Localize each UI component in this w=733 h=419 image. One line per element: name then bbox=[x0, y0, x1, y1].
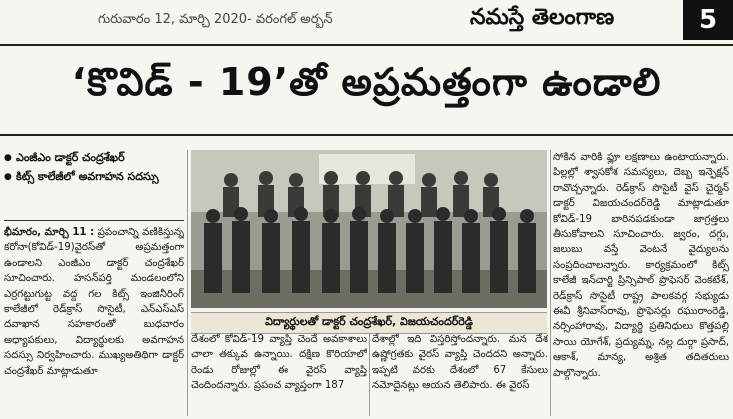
highlight-item: ● ఎంజీఎం డాక్టర్ చంద్రశేఖర్ bbox=[4, 150, 184, 166]
article-column-4 bbox=[553, 150, 729, 418]
article-text: సోకిన వారికి ఫ్లూ లక్షణాలు ఉంటాయన్నారు. పిల్లల్లో శ్వాసకోశ సమస్యలు, దెబ్బ ఇన్ఫెక్షన్ రావొచ్చన్నారు. రెడ్‌క్రాస్ సొసైటీ వైస్ చైర్మన్ డాక్టర్ విజయచందర్‌రెడ్డి మాట్లాడుతూ కోవిడ్-19 బారినపడకుండా జాగ్రత్తలు తీసుకోవాలని సూచించారు. జ్వరం, దగ్గు, జలుబు వస్తే వెంటనే వైద్యులను సంప్రదించాలన్నారు. కార్యక్రమంలో కిట్స్ కాలేజీ ఇన్‌చార్జి ప్రిన్సిపాల్ ప్రొఫెసర్ వెంకటేశ్, రెడ్‌క్రాస్ సొసైటీ రాష్ట్ర పాలకవర్గ సభ్యుడు ఈవీ శ్రీనివాస్‌రావు, ప్రొఫెసర్లు రఘురాంరెడ్డి, నర్సింహారావు, విద్యార్థి ప్రతినిధులు కొత్తపల్లి సాయి యోగేశ్, ప్రద్యుమ్న, నల్ల దుర్గా ప్రసాద్, ఆకాశ్, మాన్య, అశ్రిత తదితరులు పాల్గొన్నారు. bbox=[553, 152, 729, 379]
highlight-item: ● కిట్స్ కాలేజీలో అవగాహన సదస్సు bbox=[4, 169, 184, 185]
header-rule bbox=[0, 44, 733, 46]
group-photo-image bbox=[191, 150, 547, 308]
headline-rule bbox=[0, 134, 733, 136]
photo-caption: విద్యార్థులతో డాక్టర్ చంద్రశేఖర్, విజయచందర్‌రెడ్డి bbox=[191, 312, 547, 334]
article-column-3 bbox=[372, 332, 548, 417]
news-photo bbox=[191, 150, 547, 308]
article-text: దేశాల్లో ఇది విస్తరిస్తోందన్నారు. మన దేశ ఉష్ణోగ్రతకు వైరస్ వ్యాప్తి చెందదని అన్నారు. ఇప్పటి వరకు దేశంలో 67 కేసులు నమోదైనట్లు ఆయన తెలిపారు. ఈ వైరస్ bbox=[372, 334, 548, 392]
highlights-box bbox=[4, 150, 184, 188]
article-text: దేశంలో కోవిడ్-19 వ్యాప్తి చెందే అవకాశాలు చాలా తక్కువ ఉన్నాయి. దక్షిణ కొరియాలో రెండు రోజుల్లో ఈ వైరస్ వ్యాప్తి చెందిందన్నారు. ప్రపంచ వ్యాప్తంగా 187 bbox=[191, 334, 367, 392]
article-column-1 bbox=[4, 225, 184, 415]
column-divider bbox=[187, 150, 188, 416]
column-divider bbox=[369, 334, 370, 416]
article-column-2 bbox=[191, 332, 367, 417]
article-text: ప్రపంచాన్ని వణికిస్తున్న కరోనా(కోవిడ్-19)వైరస్‌తో అప్రమత్తంగా ఉండాలని ఎంజీఎం డాక్టర్ చంద్రశేఖర్ సూచించారు. హసన్‌పర్తి మండలంలోని ఎర్రగట్టుగుట్ట వద్ద గల కిట్స్ ఇంజినీరింగ్ కాలేజీలో రెడ్‌క్రాస్ సొసైటీ, ఎన్‌ఎస్‌ఎస్ దవాఖాన సహకారంతో బుధవారం అధ్యాపకులు, విద్యార్థులకు అవగాహన సదస్సు నిర్వహించారు. ముఖ్యఅతిథిగా డాక్టర్ చంద్రశేఖర్ మాట్లాడుతూ bbox=[4, 227, 184, 377]
page-header bbox=[0, 0, 733, 44]
headline: ‘కొవిడ్ - 19’తో అప్రమత్తంగా ఉండాలి bbox=[71, 60, 662, 104]
dateline: గురువారం 12, మార్చి 2020- వరంగల్ అర్బన్ bbox=[98, 12, 333, 27]
article-dateline: భీమారం, మార్చి 11 : bbox=[4, 227, 95, 238]
column-divider bbox=[550, 150, 551, 416]
newspaper-masthead: నమస్తే తెలంగాణ bbox=[470, 4, 615, 30]
page-number: 5 bbox=[683, 0, 733, 40]
highlights-rule bbox=[4, 220, 184, 221]
